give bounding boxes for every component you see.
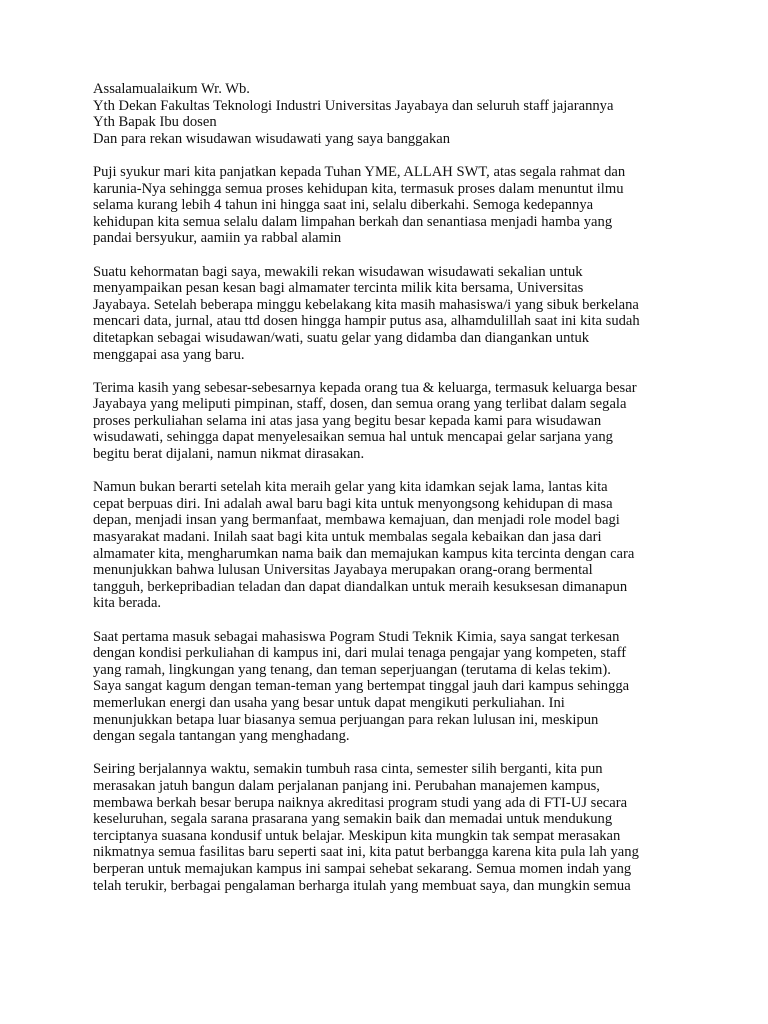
text-line: Saat pertama masuk sebagai mahasiswa Pogram Studi Teknik Kimia, saya sangat terkesan [93, 628, 620, 645]
text-line: dengan kondisi perkuliahan di kampus ini, dari mulai tenaga pengajar yang kompeten, staff [93, 645, 627, 662]
text-line: selama kurang lebih 4 tahun ini hingga saat ini, selalu diberkahi. Semoga kedepannya [93, 197, 594, 214]
text-line: depan, menjadi insan yang bermanfaat, membawa kemajuan, dan menjadi role model bagi [93, 512, 620, 529]
text-line: terciptanya suasana kondusif untuk belajar. Meskipun kita mungkin tak sempat merasakan [93, 827, 621, 844]
greeting-line: Dan para rekan wisudawan wisudawati yang saya banggakan [93, 130, 451, 147]
text-line: kita berada. [93, 595, 162, 612]
text-line: wisudawati, sehingga dapat menyelesaikan semua hal untuk mencapai gelar sarjana yang [93, 429, 613, 446]
paragraph-journey [93, 761, 693, 894]
document-page [93, 81, 693, 894]
text-line: memerlukan energi dan usaha yang besar untuk dapat mengikuti perkuliahan. Ini [93, 694, 565, 711]
greeting-line: Yth Bapak Ibu dosen [93, 114, 217, 131]
text-line: tangguh, berkepribadian teladan dan dapat diandalkan untuk meraih kesuksesan dimanapun [93, 578, 628, 595]
text-line: Suatu kehormatan bagi saya, mewakili rekan wisudawan wisudawati sekalian untuk [93, 263, 583, 280]
text-line: cepat berpuas diri. Ini adalah awal baru bagi kita untuk menyongsong kehidupan di masa [93, 495, 613, 512]
text-line: Jayabaya yang meliputi pimpinan, staff, dosen, dan semua orang yang terlibat dalam segala [93, 396, 627, 413]
text-line: almamater kita, mengharumkan nama baik dan memajukan kampus kita tercinta dengan cara [93, 545, 635, 562]
text-line: masyarakat madani. Inilah saat bagi kita untuk membalas segala kebaikan dan jasa dari [93, 529, 602, 546]
text-line: menggapai asa yang baru. [93, 346, 245, 363]
paragraph-honor [93, 264, 693, 364]
text-line: ditetapkan sebagai wisudawan/wati, suatu gelar yang didamba dan diangankan untuk [93, 329, 590, 346]
text-line: menunjukkan betapa luar biasanya semua perjuangan para rekan lulusan ini, meskipun [93, 711, 599, 728]
text-line: Puji syukur mari kita panjatkan kepada Tuhan YME, ALLAH SWT, atas segala rahmat dan [93, 163, 626, 180]
text-line: berperan untuk memajukan kampus ini sampai sehebat sekarang. Semua momen indah yang [93, 860, 632, 877]
text-line: Namun bukan berarti setelah kita meraih gelar yang kita idamkan sejak lama, lantas kita [93, 479, 608, 496]
text-line: karunia-Nya sehingga semua proses kehidupan kita, termasuk proses dalam menuntut ilmu [93, 180, 624, 197]
text-line: membawa berkah besar berupa naiknya akreditasi program studi yang ada di FTI-UJ secara [93, 794, 628, 811]
text-line: begitu berat dijalani, namun nikmat dirasakan. [93, 446, 365, 463]
greeting-block [93, 81, 693, 147]
text-line: Saya sangat kagum dengan teman-teman yang bertempat tinggal jauh dari kampus sehingga [93, 678, 630, 695]
text-line: yang ramah, lingkungan yang tenang, dan teman seperjuangan (terutama di kelas tekim). [93, 661, 611, 678]
text-line: nikmatnya semua fasilitas baru seperti saat ini, kita patut berbangga karena kita pula lah yang [93, 844, 639, 861]
greeting-line: Yth Dekan Fakultas Teknologi Industri Universitas Jayabaya dan seluruh staff jajarannya [93, 97, 614, 114]
text-line: menyampaikan pesan kesan bagi almamater tercinta milik kita bersama, Universitas [93, 280, 584, 297]
text-line: kehidupan kita semua selalu dalam limpahan berkah dan senantiasa menjadi hamba yang [93, 213, 613, 230]
greeting-line: Assalamualaikum Wr. Wb. [93, 81, 250, 97]
text-line: Terima kasih yang sebesar-sebesarnya kepada orang tua & keluarga, termasuk keluarga besar [93, 379, 637, 396]
text-line: keseluruhan, segala sarana prasarana yang semakin baik dan memadai untuk mendukung [93, 811, 613, 828]
text-line: telah terukir, berbagai pengalaman berharga itulah yang membuat saya, dan mungkin semua [93, 877, 631, 894]
text-line: Jayabaya. Setelah beberapa minggu kebelakang kita masih mahasiswa/i yang sibuk berkelana [93, 296, 639, 313]
text-line: pandai bersyukur, aamiin ya rabbal alamin [93, 230, 342, 247]
text-line: dengan segala tantangan yang menghadang. [93, 728, 350, 745]
text-line: menunjukkan bahwa lulusan Universitas Jayabaya merupakan orang-orang bermental [93, 562, 593, 579]
text-line: proses perkuliahan selama ini atas jasa yang begitu besar kepada kami para wisudawan [93, 412, 602, 429]
text-line: merasakan jatuh bangun dalam perjalanan panjang ini. Perubahan manajemen kampus, [93, 777, 600, 794]
paragraph-thanks [93, 380, 693, 463]
text-line: mencari data, jurnal, atau ttd dosen hingga hampir putus asa, alhamdulillah saat ini kita sudah [93, 313, 640, 330]
paragraph-new-beginning [93, 479, 693, 612]
paragraph-first-impression [93, 629, 693, 745]
paragraph-gratitude [93, 164, 693, 247]
text-line: Seiring berjalannya waktu, semakin tumbuh rasa cinta, semester silih berganti, kita pun [93, 761, 603, 778]
